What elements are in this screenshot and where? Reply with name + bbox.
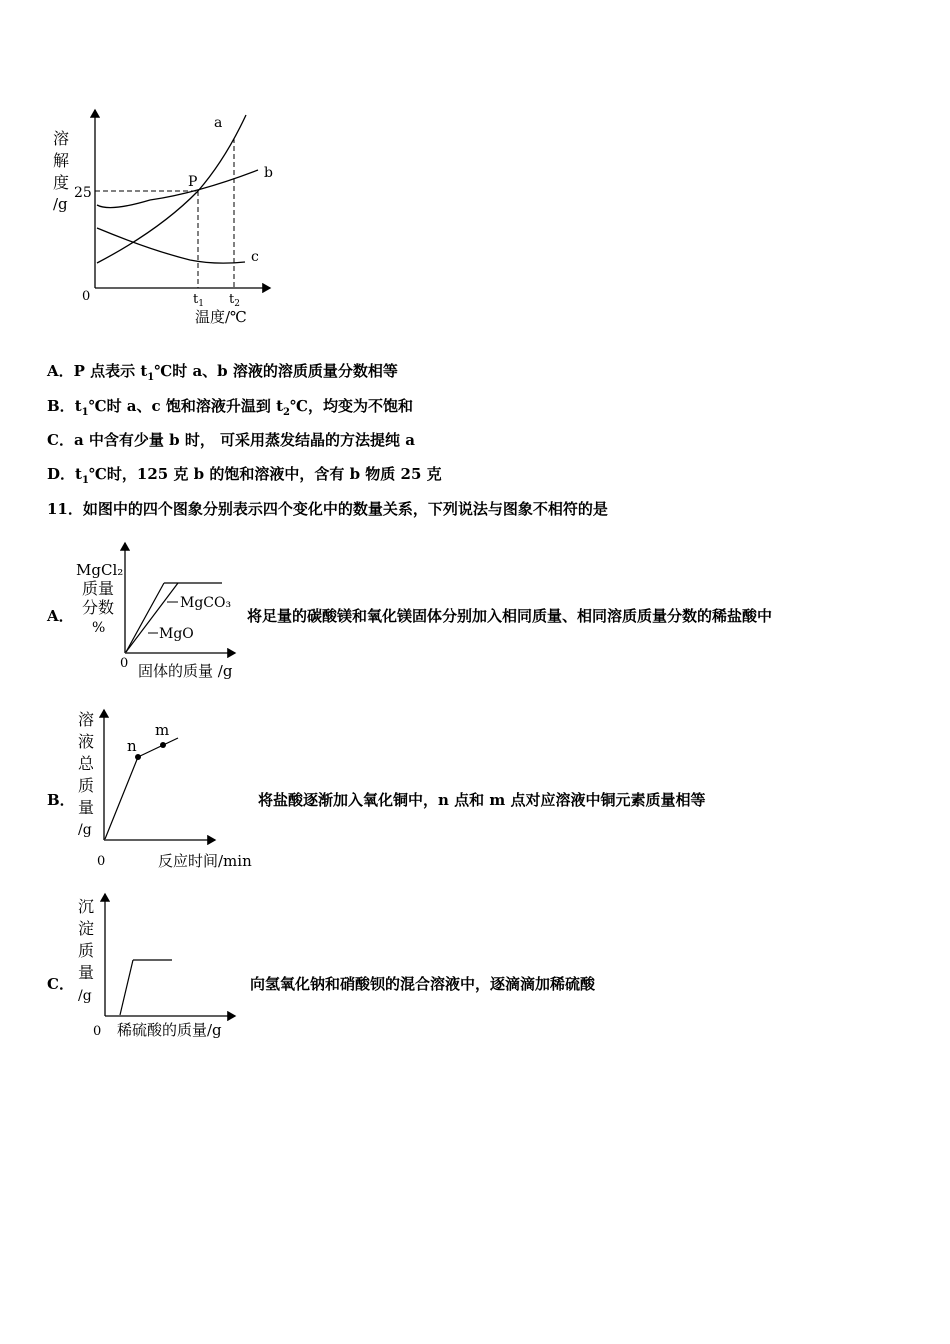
curve-b-label: b: [264, 165, 273, 181]
curve-c-label: c: [251, 249, 259, 265]
rise-line: [105, 757, 138, 839]
option-b-text-2: ℃时 a、c 饱和溶液升温到 t: [88, 397, 284, 415]
y-label-3: 总: [78, 754, 95, 773]
y-label-4: /g: [53, 195, 68, 213]
curve-a-label: a: [214, 115, 223, 131]
q11-option-c-text: 向氢氧化钠和硝酸钡的混合溶液中，逐滴滴加稀硫酸: [250, 975, 596, 993]
y-label-4: 质: [78, 776, 95, 795]
option-c-text: a 中含有少量 b 时， 可采用蒸发结晶的方法提纯 a: [73, 431, 415, 449]
y-label-3: 质: [78, 941, 95, 960]
y-label-5: /g: [78, 988, 92, 1004]
option-letter: C．: [47, 431, 74, 449]
option-d-sub: 1: [81, 475, 89, 486]
option-a-text-1: P 点表示 t: [73, 362, 148, 380]
q10-option-a: [47, 360, 398, 383]
y-label-2: 淀: [78, 919, 95, 938]
q10-option-d: [47, 463, 442, 486]
option-b-text-3: ℃，均变为不饱和: [290, 397, 413, 415]
y-label-2: 液: [78, 732, 95, 751]
series-mgco3-label: MgCO₃: [180, 595, 232, 611]
option-a-sub: 1: [147, 372, 155, 383]
option-a-text-2: ℃时 a、b 溶液的溶质质量分数相等: [154, 362, 398, 380]
y-label-line-2: 质量: [82, 579, 115, 598]
option-b-sub-1: 1: [81, 407, 89, 418]
option-letter: D．: [47, 465, 76, 483]
x-axis-label: 温度/℃: [195, 308, 247, 326]
option-b-sub-2: 2: [283, 407, 290, 418]
q11-stem: 11．如图中的四个图象分别表示四个变化中的数量关系，下列说法与图象不相符的是: [47, 500, 608, 518]
q11-option-c-letter: C．: [47, 975, 74, 993]
y-label-1: 沉: [78, 897, 95, 916]
q10-option-c: [47, 429, 415, 450]
point-p-label: P: [188, 174, 198, 190]
y-label-6: /g: [78, 822, 92, 838]
x-tick-t2: $t_2$: [229, 292, 240, 309]
y-label-4: 量: [78, 963, 95, 982]
x-axis-label: 固体的质量 /g: [138, 662, 233, 680]
q11-option-b-letter: B．: [47, 791, 75, 809]
y-label-line-4: %: [92, 620, 106, 636]
q11-option-b-text: 将盐酸逐渐加入氧化铜中，n 点和 m 点对应溶液中铜元素质量相等: [258, 791, 706, 809]
y-label-5: 量: [78, 798, 95, 817]
series-mgo-label: MgO: [159, 626, 194, 642]
curve-a: [97, 115, 246, 263]
curve-c: [97, 228, 245, 263]
point-m: [160, 742, 166, 748]
option-letter: B．: [47, 397, 75, 415]
x-axis-label: 反应时间/min: [158, 852, 252, 870]
q11-option-a-text: 将足量的碳酸镁和氧化镁固体分别加入相同质量、相同溶质质量分数的稀盐酸中: [247, 607, 773, 625]
point-m-label: m: [155, 721, 170, 739]
y-tick-25: 25: [74, 185, 92, 201]
graph-a: [70, 535, 260, 685]
option-d-text-2: ℃时，125 克 b 的饱和溶液中，含有 b 物质 25 克: [88, 465, 442, 483]
origin-label: 0: [93, 1024, 102, 1039]
y-label-3: 度: [53, 173, 70, 192]
graph-b: [70, 705, 270, 875]
y-label-line-1: MgCl₂: [76, 561, 124, 579]
solubility-graph: [40, 100, 300, 335]
origin-label: 0: [97, 854, 106, 869]
graph-c: [70, 888, 260, 1048]
y-label-1: 溶: [78, 710, 95, 729]
y-label-2: 解: [53, 151, 70, 170]
q10-option-b: [47, 395, 413, 418]
y-label-1: 溶: [53, 129, 70, 148]
option-d-text-1: t: [75, 465, 82, 483]
x-axis-label: 稀硫酸的质量/g: [117, 1021, 222, 1039]
point-n-label: n: [127, 737, 137, 755]
x-tick-t1: $t_1$: [193, 292, 204, 309]
q11-option-a-letter: A．: [47, 607, 74, 625]
option-b-text-1: t: [74, 397, 82, 415]
rise-line: [120, 960, 133, 1015]
option-letter: A．: [47, 362, 74, 380]
origin-label: 0: [82, 289, 91, 304]
slow-line: [138, 738, 178, 757]
y-label-line-3: 分数: [82, 598, 115, 617]
origin-label: 0: [120, 656, 129, 671]
